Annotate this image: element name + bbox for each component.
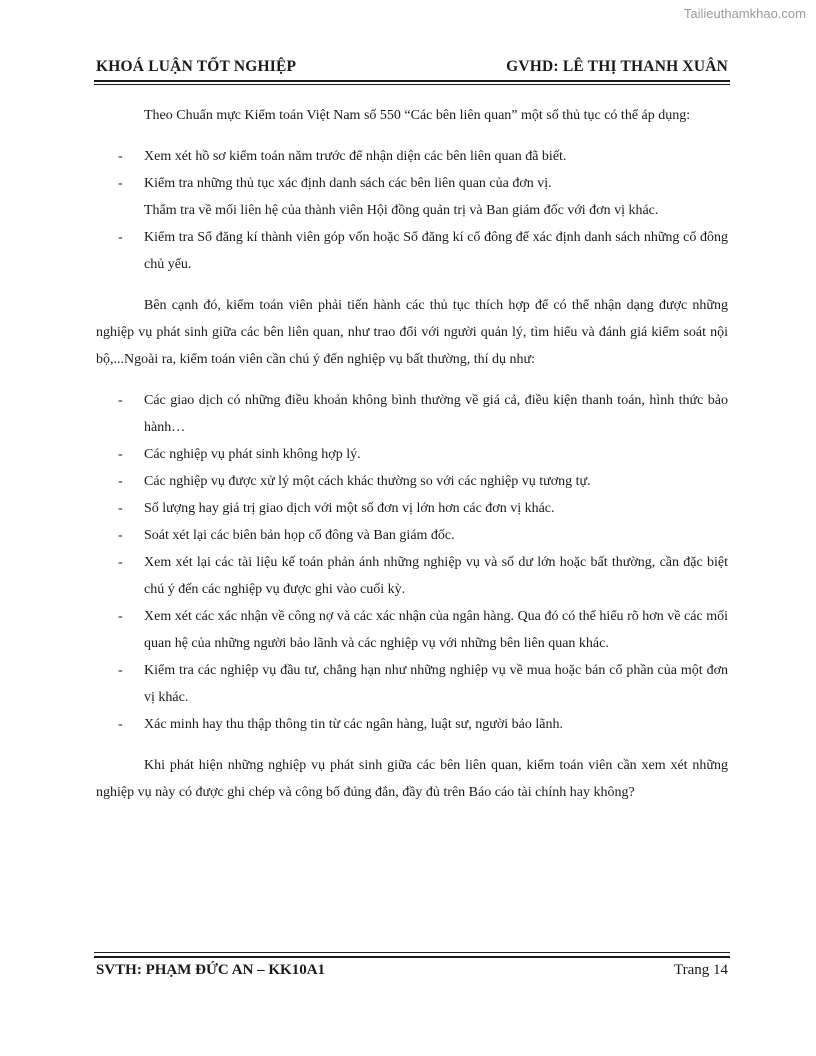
list-item (96, 170, 728, 197)
list-item-text: Kiểm tra các nghiệp vụ đầu tư, chẳng hạn như những nghiệp vụ về mua hoặc bán cổ phần của một đơn vị khác. (144, 663, 728, 705)
bullet-dash: - (118, 474, 123, 489)
list-item-text: Soát xét lại các biên bản họp cổ đông và Ban giám đốc. (144, 528, 455, 543)
list-item (96, 387, 728, 441)
unusual-transactions-list (96, 387, 728, 738)
list-item-text: Kiểm tra những thủ tục xác định danh sách các bên liên quan của đơn vị. (144, 176, 552, 191)
bullet-dash: - (118, 555, 123, 570)
list-item-text: Xem xét lại các tài liệu kế toán phản ánh những nghiệp vụ và số dư lớn hoặc bất thường, cần đặc biệt chú ý đến các nghiệp vụ được ghi vào cuối kỳ. (144, 555, 728, 597)
list-item-text: Các nghiệp vụ phát sinh không hợp lý. (144, 447, 361, 462)
list-item-text: Xem xét các xác nhận về công nợ và các xác nhận của ngân hàng. Qua đó có thể hiểu rõ hơn về các mối quan hệ của những người bảo lãnh và các nghiệp vụ với những bên liên quan khác. (144, 609, 728, 651)
list-item-text: Xem xét hồ sơ kiểm toán năm trước để nhận diện các bên liên quan đã biết. (144, 149, 567, 164)
header-rule-thin (94, 84, 730, 85)
list-item (96, 603, 728, 657)
list-item (96, 522, 728, 549)
header-thesis-title: KHOÁ LUẬN TỐT NGHIỆP (96, 58, 297, 75)
bullet-dash: - (118, 501, 123, 516)
footer-rule-thick (94, 956, 730, 958)
header-supervisor: GVHD: LÊ THỊ THANH XUÂN (506, 58, 728, 75)
bullet-dash: - (118, 447, 123, 462)
page-body (96, 102, 728, 806)
list-continuation-line: Thẩm tra về mối liên hệ của thành viên Hội đồng quản trị và Ban giám đốc với đơn vị khác. (144, 203, 659, 218)
bullet-dash: - (118, 663, 123, 678)
list-item-text: Các nghiệp vụ được xử lý một cách khác thường so với các nghiệp vụ tương tự. (144, 474, 591, 489)
page-header (96, 58, 728, 82)
footer-rule-thin (94, 952, 730, 953)
bullet-dash: - (118, 717, 123, 732)
list-item (96, 549, 728, 603)
page-footer (96, 962, 728, 984)
bullet-dash: - (118, 609, 123, 624)
list-item (96, 143, 728, 170)
bullet-dash: - (118, 393, 123, 408)
list-item (96, 441, 728, 468)
bullet-dash: - (118, 149, 123, 164)
bullet-dash: - (118, 528, 123, 543)
bullet-dash: - (118, 230, 123, 245)
list-item-text: Xác minh hay thu thập thông tin từ các ngân hàng, luật sư, người bảo lãnh. (144, 717, 563, 732)
intro-paragraph: Theo Chuẩn mực Kiểm toán Việt Nam số 550 “Các bên liên quan” một số thủ tục có thể áp dụng: (144, 108, 691, 123)
footer-student: SVTH: PHẠM ĐỨC AN – KK10A1 (96, 962, 326, 978)
list-item (96, 468, 728, 495)
closing-paragraph: Khi phát hiện những nghiệp vụ phát sinh giữa các bên liên quan, kiểm toán viên cần xem xét những nghiệp vụ này có được ghi chép và công bố đúng đắn, đầy đủ trên Báo cáo tài chính hay không? (96, 758, 728, 800)
list-item (96, 657, 728, 711)
list-item-text: Kiểm tra Sổ đăng kí thành viên góp vốn hoặc Sổ đăng kí cổ đông để xác định danh sách những cổ đông chủ yếu. (144, 230, 728, 272)
procedure-list (96, 143, 728, 278)
list-item-text: Các giao dịch có những điều khoản không bình thường về giá cả, điều kiện thanh toán, hình thức bảo hành… (144, 393, 728, 435)
list-item (96, 495, 728, 522)
header-rule-thick (94, 80, 730, 82)
list-item (96, 711, 728, 738)
bullet-dash: - (118, 176, 123, 191)
page-number: Trang 14 (673, 962, 728, 978)
list-item-text: Số lượng hay giá trị giao dịch với một số đơn vị lớn hơn các đơn vị khác. (144, 501, 555, 516)
body-paragraph: Bên cạnh đó, kiểm toán viên phải tiến hành các thủ tục thích hợp để có thể nhận dạng được những nghiệp vụ phát sinh giữa các bên liên quan, như trao đổi với người quản lý, tìm hiểu và đánh giá kiểm soát nội bộ,...Ngoài ra, kiểm toán viên cần chú ý đến nghiệp vụ bất thường, thí dụ như: (96, 298, 728, 367)
watermark: Tailieuthamkhao.com (683, 6, 806, 21)
list-item (96, 224, 728, 278)
